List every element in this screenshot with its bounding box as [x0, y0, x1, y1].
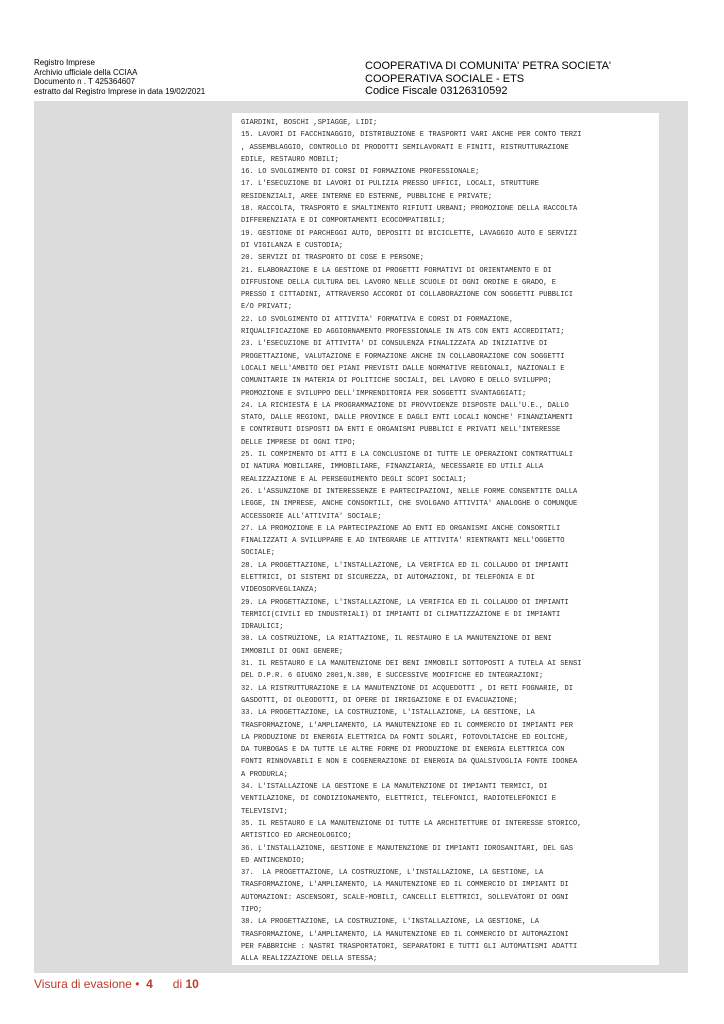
footer-bullet: • [135, 977, 140, 991]
text-line: PROMOZIONE E SVILUPPO DELL'IMPRENDITORIA PER SOGGETTI SVANTAGGIATI; [241, 389, 527, 398]
text-line: COMUNITARIE IN MATERIA DI POLITICHE SOCIALI, DEL LAVORO E DELLO SVILUPPO; [241, 377, 552, 386]
text-line: VENTILAZIONE, DI CONDIZIONAMENTO, ELETTRICI, TELEFONICI, RADIOTELEFONICI E [241, 795, 557, 804]
text-line: IMMOBILI DI OGNI GENERE; [241, 647, 344, 656]
company-info [365, 60, 611, 98]
text-line: 17. L'ESECUZIONE DI LAVORI DI PULIZIA PRESSO UFFICI, LOCALI, STRUTTURE [241, 180, 539, 189]
registry-line-3: Documento n . T 425364607 [34, 77, 136, 86]
text-line: DI NATURA MOBILIARE, IMMOBILIARE, FINANZIARIA, NECESSARIE ED UTILI ALLA [241, 463, 544, 472]
text-line: 31. IL RESTAURO E LA MANUTENZIONE DEI BENI IMMOBILI SOTTOPOSTI A TUTELA AI SENSI [241, 660, 582, 669]
text-line: DEL D.P.R. 6 GIUGNO 2001,N.380, E SUCCESSIVE MODIFICHE ED INTEGRAZIONI; [241, 672, 544, 681]
text-line: E/O PRIVATI; [241, 303, 293, 312]
text-line: 19. GESTIONE DI PARCHEGGI AUTO, DEPOSITI DI BICICLETTE, LAVAGGIO AUTO E SERVIZI [241, 229, 578, 238]
text-line: 33. LA PROGETTAZIONE, LA COSTRUZIONE, L'ISTALLAZIONE, LA GESTIONE, LA [241, 709, 535, 718]
page-footer [34, 977, 199, 991]
text-line: FONTI RINNOVABILI E NON E COGENERAZIONE DI ENERGIA DA QUALSIVOGLIA FONTE IDONEA [241, 758, 578, 767]
text-line: TERMICI(CIVILI ED INDUSTRIALI) DI IMPIANTI DI CLIMATIZZAZIONE E DI IMPIANTI [241, 610, 561, 619]
footer-label: Visura di evasione [34, 977, 132, 991]
registry-line-1: Registro Imprese [34, 58, 95, 67]
text-line: 28. LA PROGETTAZIONE, L'INSTALLAZIONE, LA VERIFICA ED IL COLLAUDO DI IMPIANTI [241, 561, 569, 570]
text-line: GASDOTTI, DI OLEODOTTI, DI OPERE DI IRRIGAZIONE E DI EVACUAZIONE; [241, 696, 518, 705]
content-box [232, 113, 659, 965]
text-line: ALLA REALIZZAZIONE DELLA STESSA; [241, 955, 378, 964]
text-line: PRESSO I CITTADINI, ATTRAVERSO ACCORDI DI COLLABORAZIONE CON SOGGETTI PUBBLICI [241, 291, 574, 300]
text-line: AUTOMAZIONI: ASCENSORI, SCALE-MOBILI, CANCELLI ELETTRICI, SOLLEVATORI DI OGNI [241, 893, 569, 902]
text-line: 36. L'INSTALLAZIONE, GESTIONE E MANUTENZIONE DI IMPIANTI IDROSANITARI, DEL GAS [241, 844, 574, 853]
text-line: 37. LA PROGETTAZIONE, LA COSTRUZIONE, L'INSTALLAZIONE, LA GESTIONE, LA [241, 869, 544, 878]
text-line: 32. LA RISTRUTTURAZIONE E LA MANUTENZIONE DI ACQUEDOTTI , DI RETI FOGNARIE, DI [241, 684, 574, 693]
text-line: GIARDINI, BOSCHI ,SPIAGGE, LIDI; [241, 119, 378, 127]
text-line: ELETTRICI, DI SISTEMI DI SICUREZZA, DI AUTOMAZIONI, DI TELEFONIA E DI [241, 573, 535, 582]
registry-line-2: Archivio ufficiale della CCIAA [34, 67, 138, 77]
text-line: 21. ELABORAZIONE E LA GESTIONE DI PROGETTI FORMATIVI DI ORIENTAMENTO E DI [241, 266, 552, 275]
text-line: 34. L'ISTALLAZIONE LA GESTIONE E LA MANUTENZIONE DI IMPIANTI TERMICI, DI [241, 783, 548, 792]
text-line: RESIDENZIALI, AREE INTERNE ED ESTERNE, PUBBLICHE E PRIVATE; [241, 192, 493, 201]
text-line: 30. LA COSTRUZIONE, LA RIATTAZIONE, IL RESTAURO E LA MANUTENZIONE DI BENI [241, 635, 552, 644]
text-line: , ASSEMBLAGGIO, CONTROLLO DI PRODOTTI SEMILAVORATI E FINITI, RISTRUTTURAZIONE [241, 143, 569, 152]
tax-code: Codice Fiscale 03126310592 [365, 85, 508, 97]
text-line: LA PRODUZIONE DI ENERGIA ELETTRICA DA FONTI SOLARI, FOTOVOLTAICHE ED EOLICHE, [241, 733, 569, 742]
text-line: A PRODURLA; [241, 770, 288, 779]
text-line: 38. LA PROGETTAZIONE, LA COSTRUZIONE, L'INSTALLAZIONE, LA GESTIONE, LA [241, 918, 539, 927]
text-line: TRASFORMAZIONE, L'AMPLIAMENTO, LA MANUTENZIONE ED IL COMMERCIO DI IMPIANTI PER [241, 721, 574, 730]
registry-line-4: estratto dal Registro Imprese in data 19/02/2021 [34, 86, 206, 96]
text-line: STATO, DALLE REGIONI, DALLE PROVINCE E DAGLI ENTI LOCALI NONCHE' FINANZIAMENTI [241, 414, 574, 423]
page-total: 10 [185, 977, 199, 991]
text-line: REALIZZAZIONE E AL PERSEGUIMENTO DEGLI SCOPI SOCIALI; [241, 475, 467, 484]
footer-of-label: di [172, 977, 183, 991]
company-name-line-1: COOPERATIVA DI COMUNITA' PETRA SOCIETA' [365, 60, 612, 72]
text-line: E CONTRIBUTI DISPOSTI DA ENTI E ORGANISMI PUBBLICI E PRIVATI NELL'INTERESSE [241, 426, 561, 435]
text-line: DIFFUSIONE DELLA CULTURA DEL LAVORO NELLE SCUOLE DI OGNI ORDINE E GRADO, E [241, 278, 557, 287]
text-line: 15. LAVORI DI FACCHINAGGIO, DISTRIBUZIONE E TRASPORTI VARI ANCHE PER CONTO TERZI [241, 131, 582, 140]
text-line: EDILE, RESTAURO MOBILI; [241, 155, 339, 164]
text-line: 18. RACCOLTA, TRASPORTO E SMALTIMENTO RIFIUTI URBANI; PROMOZIONE DELLA RACCOLTA [241, 205, 578, 214]
text-line: 29. LA PROGETTAZIONE, L'INSTALLAZIONE, LA VERIFICA ED IL COLLAUDO DI IMPIANTI [241, 598, 569, 607]
text-line: RIQUALIFICAZIONE ED AGGIORNAMENTO PROFESSIONALE IN ATS CON ENTI ACCREDITATI; [241, 328, 565, 337]
text-line: DI VIGILANZA E CUSTODIA; [241, 241, 344, 250]
page-number: 4 [146, 977, 153, 991]
text-line: PER FABBRICHE : NASTRI TRASPORTATORI, SEPARATORI E TUTTI GLI AUTOMATISMI ADATTI [241, 942, 578, 951]
text-line: 16. LO SVOLGIMENTO DI CORSI DI FORMAZIONE PROFESSIONALE; [241, 168, 480, 177]
text-line: TELEVISIVI; [241, 807, 288, 816]
text-line: LEGGE, IN IMPRESE, ANCHE CONSORTILI, CHE SVOLGANO ATTIVITA' ANALOGHE O COMUNQUE [241, 500, 578, 509]
business-purpose-text [232, 113, 659, 965]
company-name-line-2: COOPERATIVA SOCIALE - ETS [365, 72, 525, 85]
text-line: VIDEOSORVEGLIANZA; [241, 586, 318, 595]
text-line: 27. LA PROMOZIONE E LA PARTECIPAZIONE AD ENTI ED ORGANISMI ANCHE CONSORTILI [241, 524, 561, 533]
text-line: 24. LA RICHIESTA E LA PROGRAMMAZIONE DI PROVVIDENZE DISPOSTE DALL'U.E., DALLO [241, 401, 569, 410]
text-line: 22. LO SVOLGIMENTO DI ATTIVITA' FORMATIVA E CORSI DI FORMAZIONE, [241, 315, 514, 324]
text-line: ED ANTINCENDIO; [241, 856, 305, 865]
text-line: 25. IL COMPIMENTO DI ATTI E LA CONCLUSIONE DI TUTTE LE OPERAZIONI CONTRATTUALI [241, 451, 574, 460]
registry-info [34, 58, 205, 96]
text-line: ARTISTICO ED ARCHEOLOGICO; [241, 832, 352, 841]
text-line: PROGETTAZIONE, VALUTAZIONE E FORMAZIONE ANCHE IN COLLABORAZIONE CON SOGGETTI [241, 352, 565, 361]
text-line: ACCESSORIE ALL'ATTIVITA' SOCIALE; [241, 512, 382, 521]
text-line: 35. IL RESTAURO E LA MANUTENZIONE DI TUTTE LA ARCHITETTURE DI INTERESSE STORICO, [241, 819, 582, 828]
text-line: IDRAULICI; [241, 623, 284, 632]
text-line: TIPO; [241, 906, 263, 914]
text-line: TRASFORMAZIONE, L'AMPLIAMENTO, LA MANUTENZIONE ED IL COMMERCIO DI IMPIANTI DI [241, 881, 569, 890]
text-line: DIFFERENZIATA E DI COMPORTAMENTI ECOCOMPATIBILI; [241, 217, 446, 226]
text-line: 26. L'ASSUNZIONE DI INTERESSENZE E PARTECIPAZIONI, NELLE FORME CONSENTITE DALLA [241, 487, 578, 496]
text-line: 23. L'ESECUZIONE DI ATTIVITA' DI CONSULENZA FINALIZZATA AD INIZIATIVE DI [241, 340, 548, 349]
text-line: SOCIALE; [241, 549, 276, 558]
text-line: 20. SERVIZI DI TRASPORTO DI COSE E PERSONE; [241, 254, 425, 263]
text-line: DA TURBOGAS E DA TUTTE LE ALTRE FORME DI PRODUZIONE DI ENERGIA ELETTRICA CON [241, 746, 565, 755]
text-line: LOCALI NELL'AMBITO DEI PIANI PREVISTI DALLE NORMATIVE REGIONALI, NAZIONALI E [241, 364, 565, 373]
text-line: TRASFORMAZIONE, L'AMPLIAMENTO, LA MANUTENZIONE ED IL COMMERCIO DI AUTOMAZIONI [241, 930, 569, 939]
text-line: FINALIZZATI A SVILUPPARE E AD INTEGRARE LE ATTIVITA' RIENTRANTI NELL'OGGETTO [241, 537, 565, 546]
text-line: DELLE IMPRESE DI OGNI TIPO; [241, 438, 356, 447]
